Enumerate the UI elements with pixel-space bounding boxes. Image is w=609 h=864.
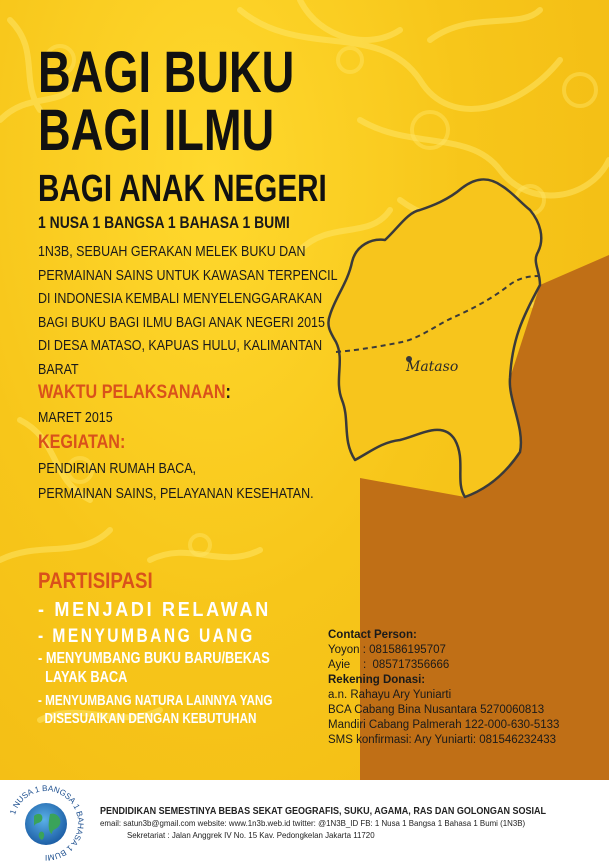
description-line: BARAT bbox=[38, 361, 79, 378]
description-line: DI INDONESIA KEMBALI MENYELENGGARAKAN bbox=[38, 291, 323, 308]
contact-person: Ayie : 085717356666 bbox=[328, 659, 450, 671]
participation-item: - MENYUMBANG UANG bbox=[38, 626, 255, 647]
contact-title: Contact Person: bbox=[328, 629, 417, 641]
donation-line: BCA Cabang Bina Nusantara 5270060813 bbox=[328, 704, 545, 716]
contact-block bbox=[328, 628, 559, 748]
description-line: PERMAINAN SAINS UNTUK KAWASAN TERPENCIL bbox=[38, 267, 338, 284]
headline-line-3: BAGI ANAK NEGERI bbox=[38, 168, 327, 210]
participation-item: - MENYUMBANG BUKU BARU/BEKAS bbox=[38, 650, 270, 667]
headline-line-2: BAGI ILMU bbox=[38, 98, 275, 163]
donation-line: SMS konfirmasi: Ary Yuniarti: 081546232433 bbox=[328, 734, 557, 746]
participation-item: - MENYUMBANG NATURA LAINNYA YANG bbox=[38, 692, 273, 709]
footer-links: email: satun3b@gmail.com website: www.1n3b.web.id twitter: @1N3B_ID FB: 1 Nusa 1 Bangsa 1 Bahasa 1 Bumi (1N3B) bbox=[100, 818, 526, 828]
schedule-heading bbox=[38, 382, 231, 404]
activity-line: PERMAINAN SAINS, PELAYANAN KESEHATAN. bbox=[38, 486, 314, 502]
activity-line: PENDIRIAN RUMAH BACA, bbox=[38, 461, 196, 477]
schedule-value: MARET 2015 bbox=[38, 410, 113, 426]
logo bbox=[6, 784, 86, 862]
description-line: DI DESA MATASO, KAPUAS HULU, KALIMANTAN bbox=[38, 338, 323, 355]
contact-person: Yoyon : 081586195707 bbox=[328, 644, 446, 656]
mataso-label: Mataso bbox=[406, 359, 459, 375]
participation-heading: PARTISIPASI bbox=[38, 568, 153, 593]
participation-item: DISESUAIKAN DENGAN KEBUTUHAN bbox=[38, 710, 257, 727]
participation-item: LAYAK BACA bbox=[38, 669, 128, 686]
tagline: 1 NUSA 1 BANGSA 1 BAHASA 1 BUMI bbox=[38, 213, 290, 232]
footer-address: Sekretariat : Jalan Anggrek IV No. 15 Kav. Pedongkelan Jakarta 11720 bbox=[127, 830, 375, 840]
participation-item: - MENJADI RELAWAN bbox=[38, 599, 271, 621]
description bbox=[38, 241, 338, 383]
headline-line-1: BAGI BUKU bbox=[38, 40, 295, 105]
donation-line: Mandiri Cabang Palmerah 122-000-630-5133 bbox=[328, 719, 560, 731]
schedule-colon: : bbox=[225, 382, 231, 403]
globe-icon bbox=[25, 803, 67, 845]
description-line: 1N3B, SEBUAH GERAKAN MELEK BUKU DAN bbox=[38, 244, 306, 260]
schedule-title: WAKTU PELAKSANAAN bbox=[38, 382, 226, 403]
logo-ring-text: 1 NUSA 1 BANGSA 1 BAHASA 1 BUMI bbox=[8, 784, 86, 862]
activities-heading: KEGIATAN: bbox=[38, 432, 126, 453]
participation-list bbox=[38, 597, 339, 728]
footer-motto: PENDIDIKAN SEMESTINYA BEBAS SEKAT GEOGRAFIS, SUKU, AGAMA, RAS DAN GOLONGAN SOSIAL bbox=[100, 806, 547, 817]
donation-line: a.n. Rahayu Ary Yuniarti bbox=[328, 689, 452, 701]
donation-title: Rekening Donasi: bbox=[328, 674, 426, 686]
description-line: BAGI BUKU BAGI ILMU BAGI ANAK NEGERI 2015 bbox=[38, 314, 325, 331]
